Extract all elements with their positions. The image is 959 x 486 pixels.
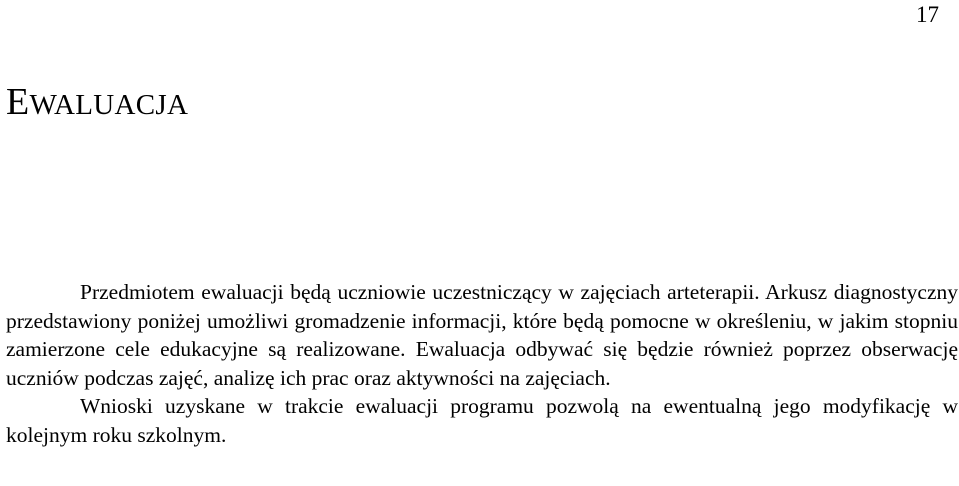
paragraph-conclusions: Wnioski uzyskane w trakcie ewaluacji programu pozwolą na ewentualną jego modyfikację w kolejnym roku szkolnym. <box>6 394 958 447</box>
page-number: 17 <box>916 2 939 27</box>
section-heading <box>6 80 188 127</box>
heading-rest: WALUACJA <box>29 89 189 121</box>
heading-initial: E <box>6 81 30 123</box>
body-text <box>6 278 958 450</box>
paragraph-evaluation: Przedmiotem ewaluacji będą uczniowie uczestniczący w zajęciach arteterapii. Arkusz diagnostyczny przedstawiony poniżej umożliwi gromadzenie informacji, które będą pomocne w określeniu, w jakim stopniu zamierzone cele edukacyjne są realizowane. Ewaluacja odbywać się będzie również poprzez obserwację uczniów podczas zajęć, analizę ich prac oraz aktywności na zajęciach. <box>6 280 958 390</box>
